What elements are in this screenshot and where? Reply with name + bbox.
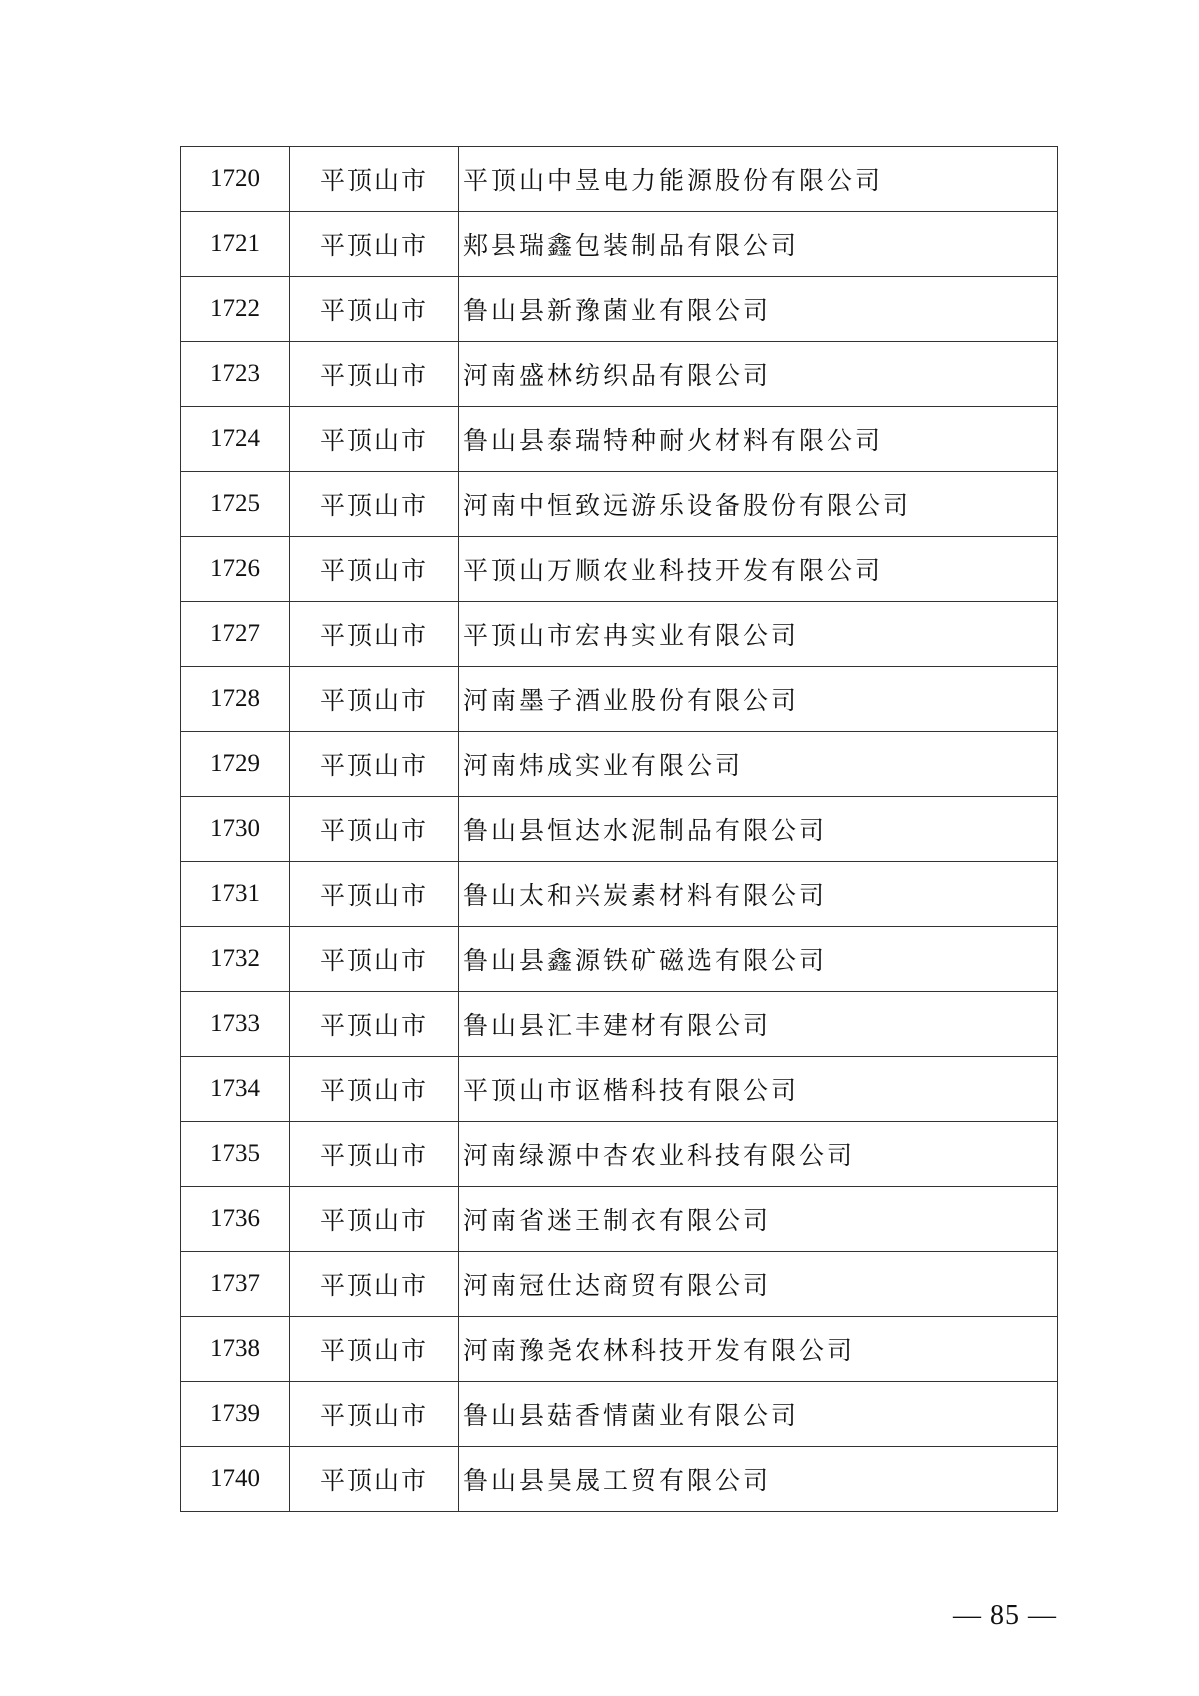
row-number-cell: 1721 <box>181 212 290 277</box>
company-name-cell: 河南绿源中杏农业科技有限公司 <box>459 1122 1058 1187</box>
table-row <box>181 1057 1058 1122</box>
table-row <box>181 147 1058 212</box>
city-cell: 平顶山市 <box>290 407 459 472</box>
city-cell: 平顶山市 <box>290 732 459 797</box>
table-row <box>181 277 1058 342</box>
table-body <box>181 147 1058 1512</box>
city-cell: 平顶山市 <box>290 667 459 732</box>
table-row <box>181 992 1058 1057</box>
table-row <box>181 1122 1058 1187</box>
company-name-cell: 河南墨子酒业股份有限公司 <box>459 667 1058 732</box>
company-name-cell: 河南炜成实业有限公司 <box>459 732 1058 797</box>
row-number-cell: 1722 <box>181 277 290 342</box>
row-number-cell: 1724 <box>181 407 290 472</box>
city-cell: 平顶山市 <box>290 277 459 342</box>
company-name-cell: 河南中恒致远游乐设备股份有限公司 <box>459 472 1058 537</box>
city-cell: 平顶山市 <box>290 1187 459 1252</box>
row-number-cell: 1725 <box>181 472 290 537</box>
city-cell: 平顶山市 <box>290 1317 459 1382</box>
company-name-cell: 鲁山县恒达水泥制品有限公司 <box>459 797 1058 862</box>
table-row <box>181 927 1058 992</box>
company-name-cell: 鲁山县鑫源铁矿磁选有限公司 <box>459 927 1058 992</box>
row-number-cell: 1735 <box>181 1122 290 1187</box>
city-cell: 平顶山市 <box>290 1447 459 1512</box>
table-row <box>181 472 1058 537</box>
company-name-cell: 鲁山县新豫菌业有限公司 <box>459 277 1058 342</box>
city-cell: 平顶山市 <box>290 342 459 407</box>
table-row <box>181 407 1058 472</box>
company-name-cell: 鲁山县菇香情菌业有限公司 <box>459 1382 1058 1447</box>
city-cell: 平顶山市 <box>290 147 459 212</box>
table-row <box>181 1252 1058 1317</box>
row-number-cell: 1733 <box>181 992 290 1057</box>
row-number-cell: 1737 <box>181 1252 290 1317</box>
city-cell: 平顶山市 <box>290 602 459 667</box>
row-number-cell: 1729 <box>181 732 290 797</box>
table-row <box>181 342 1058 407</box>
table-row <box>181 797 1058 862</box>
row-number-cell: 1730 <box>181 797 290 862</box>
row-number-cell: 1731 <box>181 862 290 927</box>
company-name-cell: 河南省迷王制衣有限公司 <box>459 1187 1058 1252</box>
table-row <box>181 667 1058 732</box>
table-row <box>181 212 1058 277</box>
table-row <box>181 732 1058 797</box>
company-name-cell: 鲁山太和兴炭素材料有限公司 <box>459 862 1058 927</box>
city-cell: 平顶山市 <box>290 862 459 927</box>
row-number-cell: 1739 <box>181 1382 290 1447</box>
row-number-cell: 1738 <box>181 1317 290 1382</box>
company-name-cell: 平顶山中昱电力能源股份有限公司 <box>459 147 1058 212</box>
company-name-cell: 河南豫尧农林科技开发有限公司 <box>459 1317 1058 1382</box>
row-number-cell: 1727 <box>181 602 290 667</box>
company-name-cell: 河南冠仕达商贸有限公司 <box>459 1252 1058 1317</box>
company-name-cell: 平顶山市讴楷科技有限公司 <box>459 1057 1058 1122</box>
city-cell: 平顶山市 <box>290 992 459 1057</box>
company-name-cell: 平顶山万顺农业科技开发有限公司 <box>459 537 1058 602</box>
city-cell: 平顶山市 <box>290 927 459 992</box>
row-number-cell: 1734 <box>181 1057 290 1122</box>
row-number-cell: 1723 <box>181 342 290 407</box>
table-row <box>181 1382 1058 1447</box>
city-cell: 平顶山市 <box>290 797 459 862</box>
row-number-cell: 1732 <box>181 927 290 992</box>
table-row <box>181 1317 1058 1382</box>
company-name-cell: 平顶山市宏冉实业有限公司 <box>459 602 1058 667</box>
company-name-cell: 鲁山县汇丰建材有限公司 <box>459 992 1058 1057</box>
table-row <box>181 537 1058 602</box>
table-row <box>181 1187 1058 1252</box>
city-cell: 平顶山市 <box>290 1382 459 1447</box>
row-number-cell: 1726 <box>181 537 290 602</box>
city-cell: 平顶山市 <box>290 472 459 537</box>
city-cell: 平顶山市 <box>290 212 459 277</box>
page-number: — 85 — <box>953 1600 1057 1631</box>
company-table <box>180 146 1058 1512</box>
table-row <box>181 1447 1058 1512</box>
company-name-cell: 河南盛林纺织品有限公司 <box>459 342 1058 407</box>
row-number-cell: 1728 <box>181 667 290 732</box>
company-name-cell: 鲁山县泰瑞特种耐火材料有限公司 <box>459 407 1058 472</box>
city-cell: 平顶山市 <box>290 1057 459 1122</box>
row-number-cell: 1740 <box>181 1447 290 1512</box>
city-cell: 平顶山市 <box>290 1252 459 1317</box>
company-name-cell: 鲁山县昊晟工贸有限公司 <box>459 1447 1058 1512</box>
city-cell: 平顶山市 <box>290 537 459 602</box>
row-number-cell: 1736 <box>181 1187 290 1252</box>
company-name-cell: 郏县瑞鑫包装制品有限公司 <box>459 212 1058 277</box>
table-row <box>181 862 1058 927</box>
city-cell: 平顶山市 <box>290 1122 459 1187</box>
table-row <box>181 602 1058 667</box>
row-number-cell: 1720 <box>181 147 290 212</box>
